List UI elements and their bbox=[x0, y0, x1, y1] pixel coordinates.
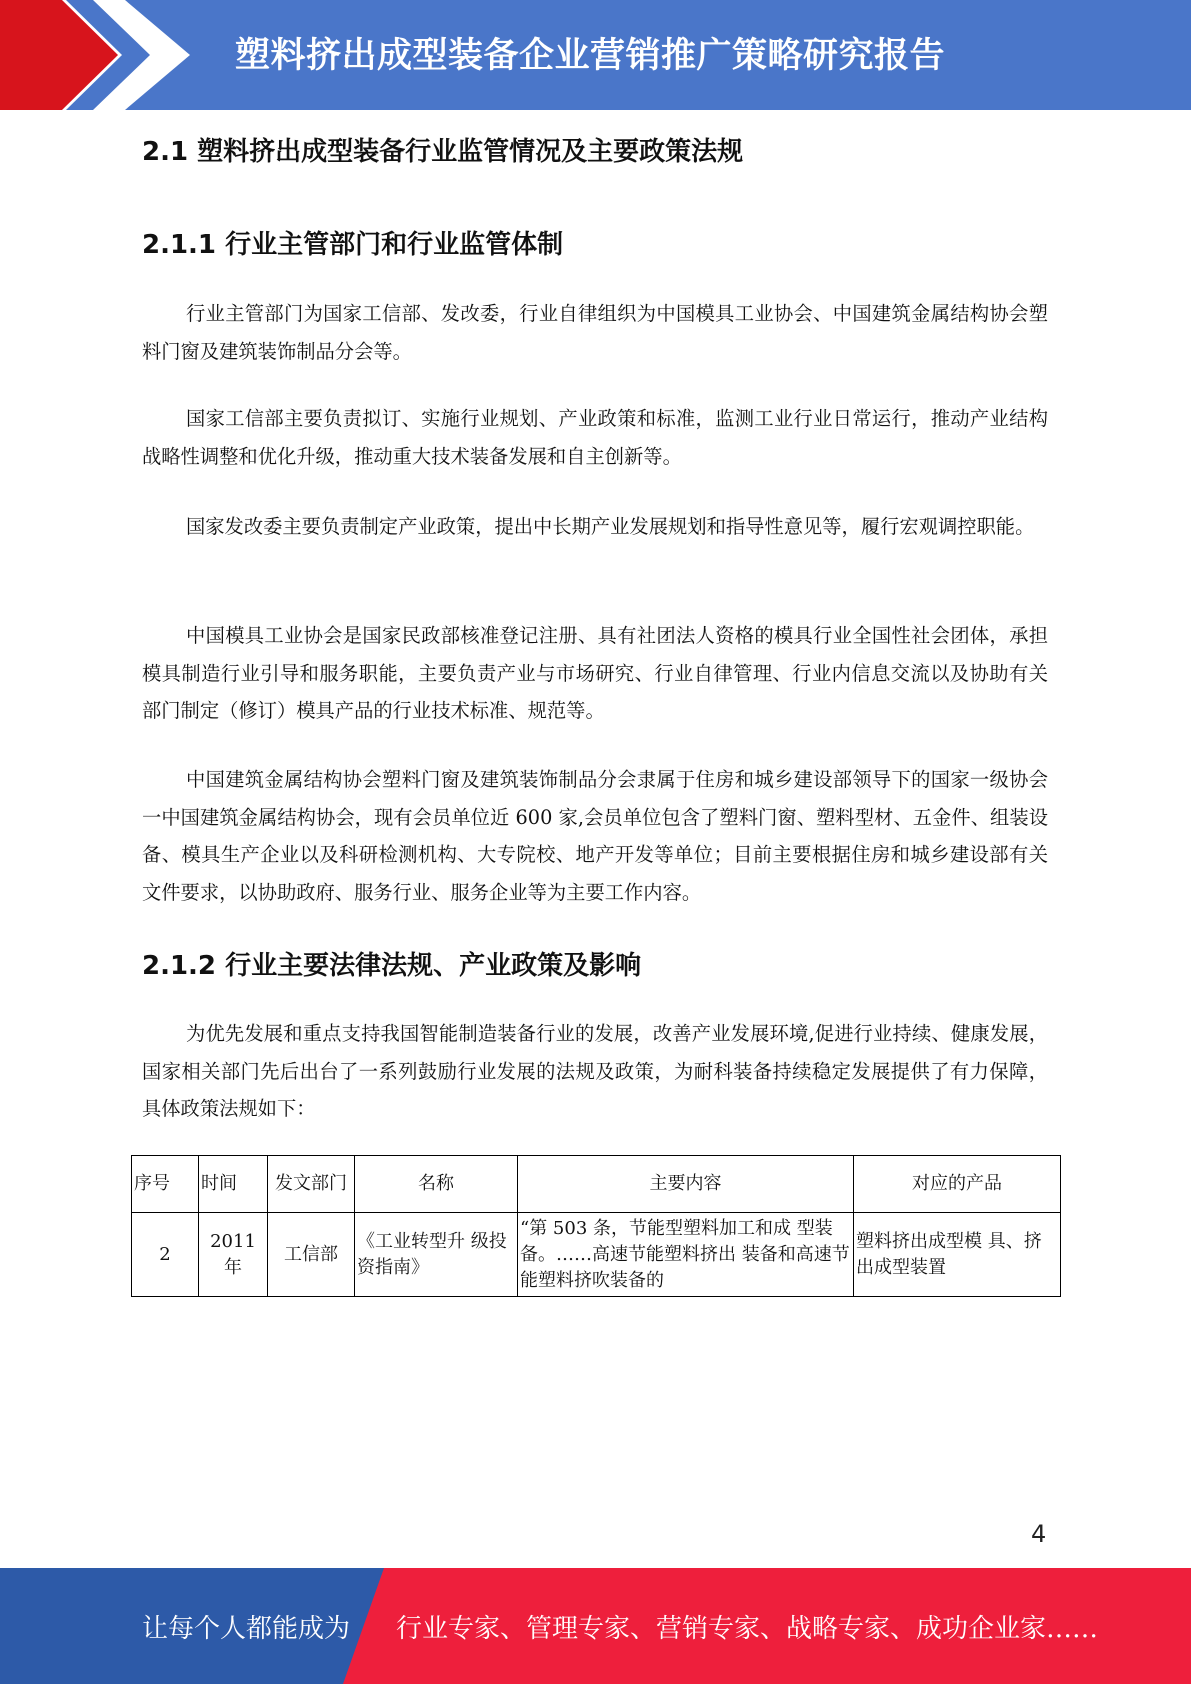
table-cell: 2011 年 bbox=[199, 1213, 268, 1297]
column-header: 主要内容 bbox=[518, 1156, 854, 1213]
report-title: 塑料挤出成型装备企业营销推广策略研究报告 bbox=[235, 36, 946, 76]
paragraph: 国家工信部主要负责拟订、实施行业规划、产业政策和标准，监测工业行业日常运行，推动产业结构战略性调整和优化升级，推动重大技术装备发展和自主创新等。 bbox=[142, 407, 1048, 468]
paragraph: 行业主管部门为国家工信部、发改委，行业自律组织为中国模具工业协会、中国建筑金属结构协会塑料门窗及建筑装饰制品分会等。 bbox=[142, 302, 1048, 363]
page-number: 4 bbox=[1031, 1520, 1047, 1548]
header-banner bbox=[0, 0, 1191, 110]
table-cell: “第 503 条，节能型塑料加工和成 型装备。……高速节能塑料挤出 装备和高速节能塑料挤吹装备的 bbox=[518, 1213, 854, 1297]
footer-slogan-right: 行业专家、管理专家、营销专家、战略专家、成功企业家…… bbox=[396, 1614, 1099, 1644]
column-header: 序号 bbox=[132, 1156, 199, 1213]
paragraph: 中国模具工业协会是国家民政部核准登记注册、具有社团法人资格的模具行业全国性社会团体，承担模具制造行业引导和服务职能，主要负责产业与市场研究、行业自律管理、行业内信息交流以及协助有关部门制定（修订）模具产品的行业技术标准、规范等。 bbox=[142, 624, 1048, 722]
table-cell: 2 bbox=[132, 1213, 199, 1297]
table-header-row bbox=[132, 1156, 1061, 1213]
paragraph: 国家发改委主要负责制定产业政策，提出中长期产业发展规划和指导性意见等，履行宏观调控职能。 bbox=[186, 515, 1035, 538]
paragraph: 中国建筑金属结构协会塑料门窗及建筑装饰制品分会隶属于住房和城乡建设部领导下的国家一级协会一中国建筑金属结构协会，现有会员单位近 600 家,会员单位包含了塑料门窗、塑料型材、五金件、组装设备、模具生产企业以及科研检测机构、大专院校、地产开发等单位；目前主要根据住房和城乡建设部有关文件要求，以协助政府、服务行业、服务企业等为主要工作内容。 bbox=[142, 768, 1048, 904]
column-header: 发文部门 bbox=[268, 1156, 355, 1213]
table-cell: 工信部 bbox=[268, 1213, 355, 1297]
column-header: 名称 bbox=[355, 1156, 518, 1213]
column-header: 对应的产品 bbox=[854, 1156, 1061, 1213]
policy-table bbox=[131, 1155, 1061, 1297]
subsection-heading-1: 2.1.1 行业主管部门和行业监管体制 bbox=[142, 230, 564, 260]
table-row bbox=[132, 1213, 1061, 1297]
footer-banner bbox=[0, 1568, 1191, 1684]
table-cell: 《工业转型升 级投资指南》 bbox=[355, 1213, 518, 1297]
paragraph: 为优先发展和重点支持我国智能制造装备行业的发展，改善产业发展环境,促进行业持续、健康发展，国家相关部门先后出台了一系列鼓励行业发展的法规及政策，为耐科装备持续稳定发展提供了有力保障，具体政策法规如下： bbox=[142, 1022, 1048, 1120]
footer-slogan-left: 让每个人都能成为 bbox=[142, 1614, 351, 1644]
table-cell: 塑料挤出成型模 具、挤出成型装置 bbox=[854, 1213, 1061, 1297]
subsection-heading-2: 2.1.2 行业主要法律法规、产业政策及影响 bbox=[142, 951, 642, 981]
column-header: 时间 bbox=[199, 1156, 268, 1213]
section-heading: 2.1 塑料挤出成型装备行业监管情况及主要政策法规 bbox=[142, 137, 744, 167]
